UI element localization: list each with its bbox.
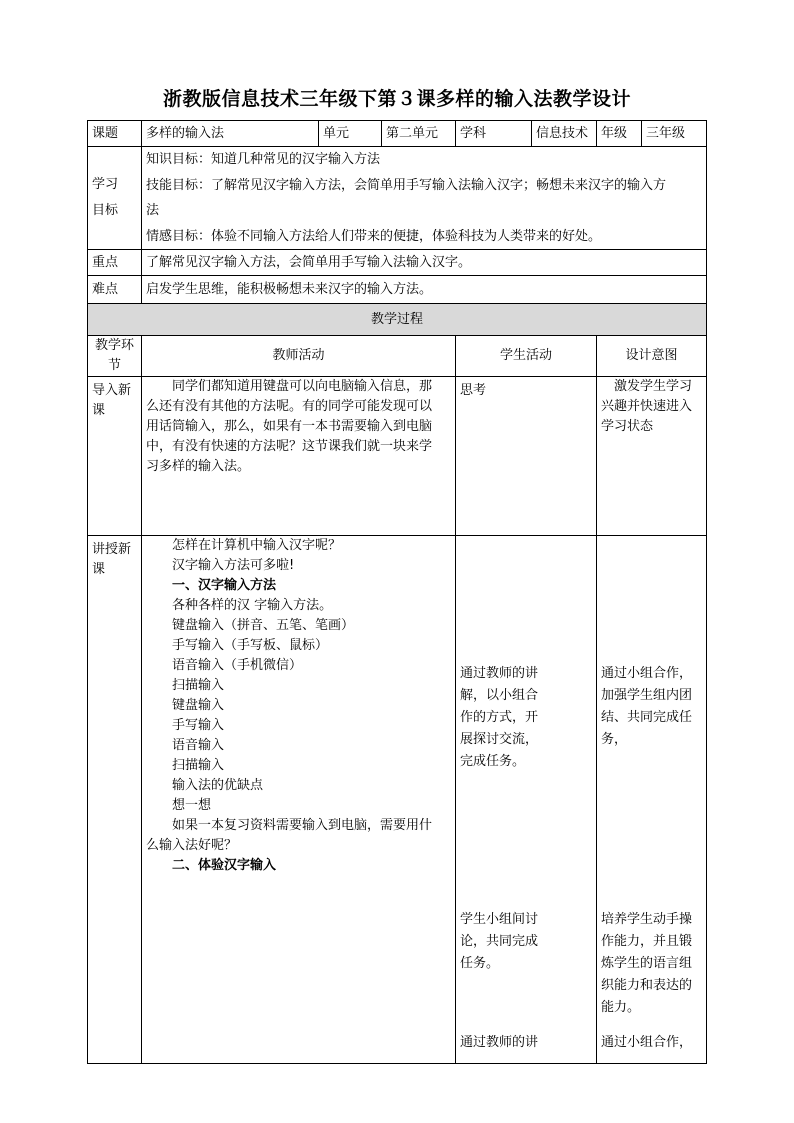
process-header-row bbox=[88, 304, 707, 336]
objectives-label: 学习 目标 bbox=[88, 147, 142, 250]
difficulty-label: 难点 bbox=[88, 276, 142, 304]
lesson-plan-table bbox=[87, 120, 707, 1064]
subject-value: 信息技术 bbox=[532, 121, 597, 147]
intro-student: 思考 bbox=[456, 377, 597, 536]
key-point-label: 重点 bbox=[88, 250, 142, 276]
lecture-row bbox=[88, 536, 707, 1064]
col-student: 学生活动 bbox=[456, 336, 597, 377]
key-point-text: 了解常见汉字输入方法，会简单用手写输入法输入汉字。 bbox=[142, 250, 707, 276]
subject-label: 学科 bbox=[456, 121, 532, 147]
difficulty-text: 启发学生思维，能积极畅想未来汉字的输入方法。 bbox=[142, 276, 707, 304]
key-point-row bbox=[88, 250, 707, 276]
intent-3: 通过小组合作， bbox=[601, 1035, 693, 1050]
objectives-text: 知识目标：知道几种常见的汉字输入方法 技能目标：了解常见汉字输入方法，会简单用手写输入法输入汉字；畅想未来汉字的输入方 法 情感目标：体验不同输入方法给人们带来的便捷，体验科技为人类带来的好处。 bbox=[142, 147, 707, 250]
difficulty-row bbox=[88, 276, 707, 304]
col-teacher: 教师活动 bbox=[142, 336, 456, 377]
student-activity-1: 通过教师的讲 解，以小组合 作的方式，开 展探讨交流， 完成任务。 bbox=[460, 666, 539, 769]
topic-label: 课题 bbox=[88, 121, 142, 147]
intent-2: 培养学生动手操 作能力，并且锻 炼学生的语言组 织能力和表达的 能力。 bbox=[601, 912, 693, 1015]
intro-stage: 导入新课 bbox=[88, 377, 142, 536]
lecture-student bbox=[456, 536, 597, 1064]
intent-1: 通过小组合作， 加强学生组内团 结、共同完成任 务， bbox=[601, 666, 693, 747]
column-header-row bbox=[88, 336, 707, 377]
student-activity-3: 通过教师的讲 bbox=[460, 1035, 539, 1050]
lecture-intent bbox=[597, 536, 707, 1064]
grade-label: 年级 bbox=[597, 121, 642, 147]
col-stage: 教学环节 bbox=[88, 336, 142, 377]
topic-value: 多样的输入法 bbox=[142, 121, 319, 147]
student-activity-2: 学生小组间讨 论，共同完成 任务。 bbox=[460, 912, 539, 971]
unit-label: 单元 bbox=[319, 121, 382, 147]
col-intent: 设计意图 bbox=[597, 336, 707, 377]
intro-row bbox=[88, 377, 707, 536]
lecture-stage: 讲授新课 bbox=[88, 536, 142, 1064]
objectives-row bbox=[88, 147, 707, 250]
intro-intent: 激发学生学习 兴趣并快速进入 学习状态 bbox=[597, 377, 707, 536]
intro-teacher: 同学们都知道用键盘可以向电脑输入信息，那 么还有没有其他的方法呢。有的同学可能发现可以 用话筒输入，那么，如果有一本书需要输入到电脑 中，有没有快速的方法呢？这节课我们就一块来学 习多样的输入法。 bbox=[142, 377, 456, 536]
info-row bbox=[88, 121, 707, 147]
grade-value: 三年级 bbox=[642, 121, 707, 147]
unit-value: 第二单元 bbox=[382, 121, 456, 147]
document-title: 浙教版信息技术三年级下第３课多样的输入法教学设计 bbox=[162, 88, 631, 110]
process-header: 教学过程 bbox=[88, 304, 707, 336]
lecture-teacher: 怎样在计算机中输入汉字呢？ 汉字输入方法可多啦! 一、汉字输入方法 各种各样的汉 字输入方法。 键盘输入（拼音、五笔、笔画） 手写输入（手写板、鼠标） 语音输入（手机微信） 扫描输入 键盘输入 手写输入 语音输入 扫描输入 输入法的优缺点 想一想 如果一本复习资料需要输入到电脑，需要用什 么输入法好呢？ 二、体验汉字输入 bbox=[142, 536, 456, 1064]
